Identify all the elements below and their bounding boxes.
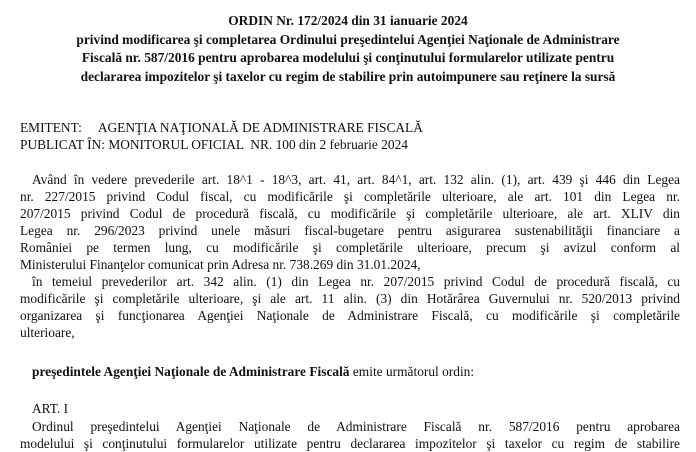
article-line: modelului şi conţinutului formularelor utilizate pentru declararea impozitelor şi taxelor cu regim de stabilire [20, 436, 680, 451]
preamble-line: Ministerului Finanţelor comunicat prin Adresa nr. 738.269 din 31.01.2024, [20, 257, 421, 272]
preamble-line: modificările şi completările ulterioare, şi ale art. 11 alin. (3) din Hotărârea Guvernului nr. 520/2013 privind [20, 291, 680, 306]
emitent-value: AGENŢIA NAŢIONALĂ DE ADMINISTRARE FISCALĂ [97, 120, 423, 135]
publicat-label: PUBLICAT ÎN: [20, 137, 105, 152]
order-action: emite următorul ordin: [349, 364, 475, 379]
publicat-value: MONITORUL OFICIAL NR. 100 din 2 februarie 2024 [108, 137, 408, 152]
preamble-line: nr. 227/2015 privind Codul fiscal, cu modificările şi completările ulterioare, ale art. 101 din Legea nr. [20, 189, 680, 204]
document-title [20, 12, 676, 86]
article-text [20, 418, 680, 452]
preamble-line: României pe termen lung, cu modificările şi completările ulterioare, precum şi avizul conform al [20, 240, 680, 255]
title-line-subject-1: privind modificarea şi completarea Ordinului preşedintelui Agenţiei Naţionale de Administrare [76, 31, 620, 47]
preamble-line: Având în vedere prevederile art. 18^1 - 18^3, art. 41, art. 84^1, art. 132 alin. (1), art. 439 şi 446 din Legea [32, 172, 680, 187]
order-statement [32, 364, 474, 380]
preamble [20, 171, 680, 341]
preamble-line: organizarea şi funcţionarea Agenţiei Naţionale de Administrare Fiscală, cu modificările şi completările [20, 308, 680, 323]
preamble-line: în temeiul prevederilor art. 342 alin. (1) din Legea nr. 207/2015 privind Codul de procedură fiscală, cu [32, 274, 680, 289]
publicat-line [20, 136, 680, 153]
order-issuer: preşedintele Agenţiei Naţionale de Administrare Fiscală [32, 364, 350, 379]
preamble-paragraph-authority [20, 273, 680, 341]
preamble-line: Legea nr. 296/2023 privind unele măsuri fiscal-bugetare pentru asigurarea sustenabilităţii financiare a [20, 223, 680, 238]
publication-metadata [20, 119, 680, 153]
emitent-line [20, 119, 680, 136]
article-line: Ordinul preşedintelui Agenţiei Naţionale de Administrare Fiscală nr. 587/2016 pentru aprobarea [32, 419, 680, 434]
emitent-label: EMITENT: [20, 120, 82, 135]
preamble-paragraph-legal-basis [20, 171, 680, 273]
preamble-line: 207/2015 privind Codul de procedură fiscală, cu modificările şi completările ulterioare, ale art. XLIV din [20, 206, 680, 221]
title-line-subject-2: Fiscală nr. 587/2016 pentru aprobarea modelului şi conţinutului formularelor utilizate pentru [81, 50, 615, 65]
article-heading: ART. I [32, 401, 69, 416]
title-line-subject-3: declararea impozitelor şi taxelor cu regim de stabilire prin autoimpunere sau reţinere la sursă [80, 68, 616, 84]
preamble-line: ulterioare, [20, 325, 75, 340]
title-line-order-number: ORDIN Nr. 172/2024 din 31 ianuarie 2024 [228, 13, 468, 28]
